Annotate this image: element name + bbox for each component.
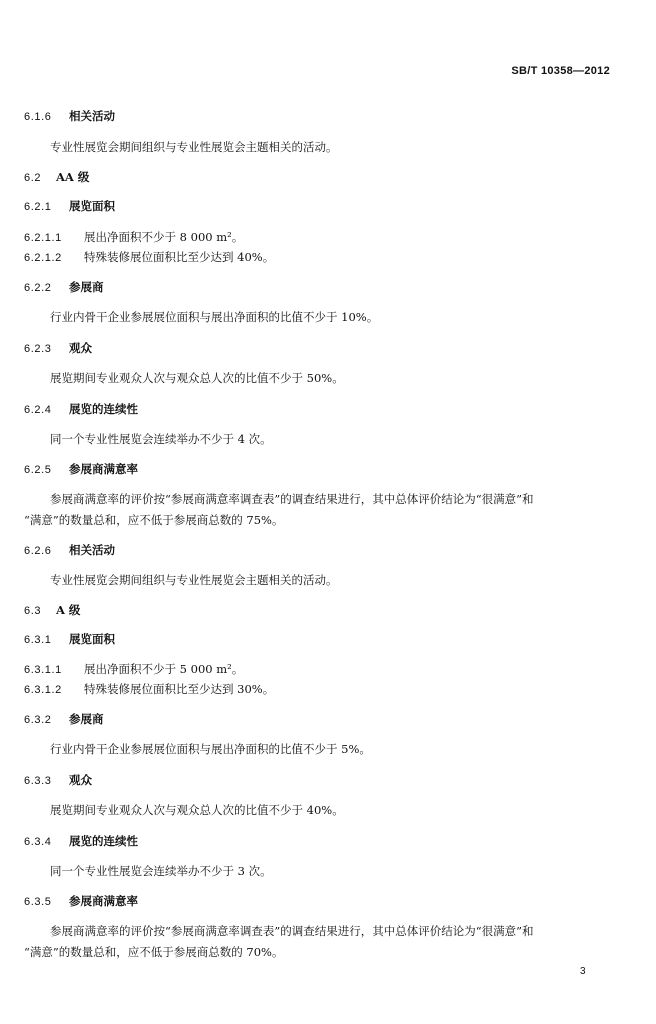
paragraph-text: 展览期间专业观众人次与观众总人次的比值不少于 40%。 [50,803,344,817]
paragraph-text: 行业内骨干企业参展展位面积与展出净面积的比值不少于 10%。 [50,310,379,324]
clause-text: 特殊装修展位面积比至少达到 30%。 [84,682,275,696]
paragraph-text: 专业性展览会期间组织与专业性展览会主题相关的活动。 [50,140,338,154]
section-heading: 相关活动 [69,109,115,123]
paragraph-continuation: “满意”的数量总和，应不低于参展商总数的 70%。 [24,945,284,959]
clause-text: 特殊装修展位面积比至少达到 40%。 [84,250,275,264]
section-heading: 观众 [69,341,92,355]
paragraph-continuation: “满意”的数量总和，应不低于参展商总数的 75%。 [24,513,284,527]
section-number: 6.3.3 [24,775,52,787]
section-number: 6.2.2 [24,282,52,294]
paragraph-text: 参展商满意率的评价按“参展商满意率调查表”的调查结果进行，其中总体评价结论为“很满意”和 [50,492,534,506]
clause-text: 展出净面积不少于 8 000 m²。 [84,230,244,244]
section-heading: 相关活动 [69,543,115,557]
paragraph-text: 专业性展览会期间组织与专业性展览会主题相关的活动。 [50,573,338,587]
section-number: 6.3.5 [24,896,52,908]
paragraph-text: 行业内骨干企业参展展位面积与展出净面积的比值不少于 5%。 [50,742,371,756]
clause-text: 展出净面积不少于 5 000 m²。 [84,662,244,676]
paragraph-text: 展览期间专业观众人次与观众总人次的比值不少于 50%。 [50,371,344,385]
section-number: 6.3.1 [24,634,52,646]
section-heading: 参展商 [69,712,104,726]
section-heading: A 级 [56,603,81,617]
section-heading: AA 级 [56,170,90,184]
page-number: 3 [580,966,586,977]
paragraph-text: 同一个专业性展览会连续举办不少于 4 次。 [50,432,272,446]
paragraph-text: 同一个专业性展览会连续举办不少于 3 次。 [50,864,272,878]
section-heading: 展览的连续性 [69,402,138,416]
section-heading: 参展商 [69,280,104,294]
section-number: 6.3.4 [24,836,52,848]
section-number: 6.3.1.2 [24,684,62,696]
standard-code: SB/T 10358—2012 [511,65,610,77]
section-heading: 观众 [69,773,92,787]
section-number: 6.2.6 [24,545,52,557]
section-number: 6.1.6 [24,111,52,123]
paragraph-text: 参展商满意率的评价按“参展商满意率调查表”的调查结果进行，其中总体评价结论为“很满意”和 [50,924,534,938]
section-heading: 参展商满意率 [69,462,138,476]
section-heading: 展览面积 [69,632,115,646]
section-number: 6.3 [24,605,42,617]
section-number: 6.3.1.1 [24,664,62,676]
section-heading: 展览面积 [69,199,115,213]
section-heading: 展览的连续性 [69,834,138,848]
section-number: 6.2.4 [24,404,52,416]
section-number: 6.2.3 [24,343,52,355]
section-number: 6.2 [24,172,42,184]
section-heading: 参展商满意率 [69,894,138,908]
section-number: 6.2.1.2 [24,252,62,264]
section-number: 6.2.5 [24,464,52,476]
section-number: 6.2.1 [24,201,52,213]
section-number: 6.3.2 [24,714,52,726]
section-number: 6.2.1.1 [24,232,62,244]
